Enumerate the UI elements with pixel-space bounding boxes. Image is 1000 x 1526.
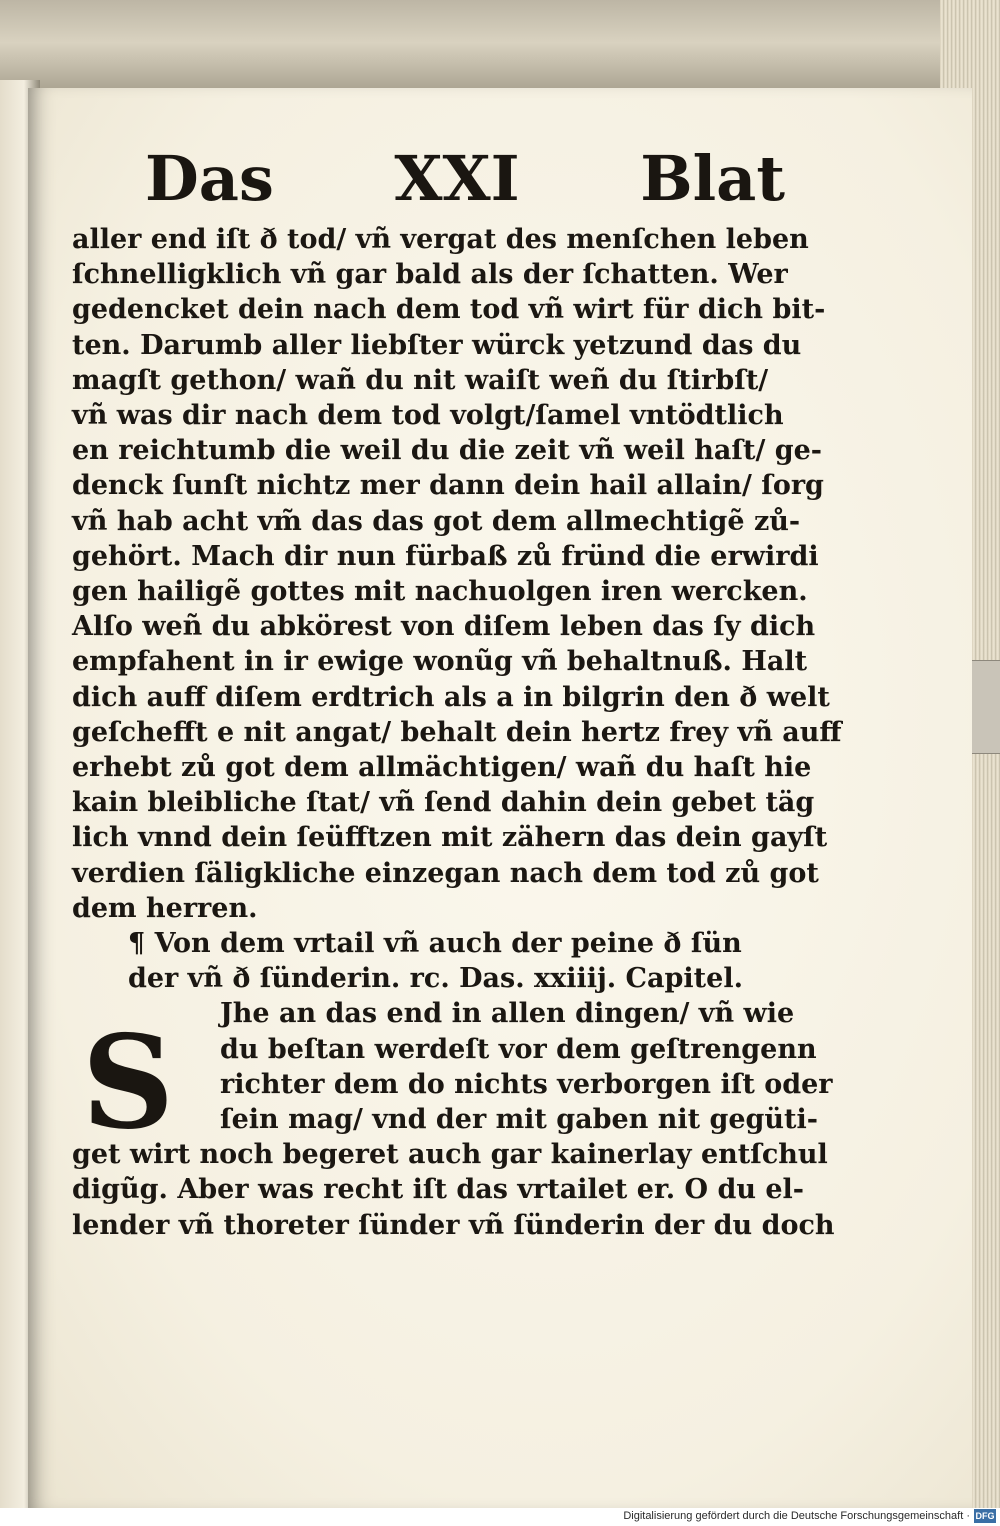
text-line: denck ſunſt nichtz mer dann dein hail allain/ ſorg: [72, 470, 824, 502]
text-line: du beſtan werdeſt vor dem geſtrengenn: [220, 1033, 817, 1065]
text-line: richter dem do nichts verborgen iſt oder: [220, 1068, 833, 1100]
text-line: gedencket dein nach dem tod vñ wirt für dich bit-: [72, 294, 826, 326]
text-line: Alſo weñ du abkörest von diſem leben das ſy dich: [72, 611, 816, 643]
text-line: dem herren.: [72, 892, 258, 924]
text-line: ſein mag/ vnd der mit gaben nit gegüti-: [220, 1104, 818, 1136]
chapter-heading-line: der vñ ð ſünderin. rc. Das. xxiiij. Capitel.: [128, 963, 743, 995]
text-line: magſt gethon/ wañ du nit waiſt weñ du ſtirbſt/: [72, 364, 769, 396]
decorated-initial: S: [81, 1008, 175, 1158]
text-line: gen hailigẽ gottes mit nachuolgen iren wercken.: [72, 576, 808, 608]
header-right: Blat: [640, 142, 785, 215]
text-line: lich vnnd dein ſeüfftzen mit zähern das dein gayſt: [72, 822, 828, 854]
text-line: dich auff diſem erdtrich als a in bilgrin den ð welt: [72, 681, 830, 713]
text-line: Jhe an das end in allen dingen/ vñ wie: [220, 998, 795, 1030]
text-line: gehört. Mach dir nun fürbaß zů fründ die erwirdi: [72, 540, 819, 572]
text-line: get wirt noch begeret auch gar kainerlay entſchul: [72, 1139, 828, 1171]
text-line: vñ was dir nach dem tod volgt/ſamel vntödtlich: [72, 400, 784, 432]
text-line: ſchnelligklich vñ gar bald als der ſchatten. Wer: [72, 259, 788, 291]
running-header: [145, 142, 785, 215]
text-line: aller end iſt ð tod/ vñ vergat des menſchen leben: [72, 224, 809, 255]
header-left: Das: [145, 142, 274, 215]
text-block: [72, 222, 842, 1243]
text-line: kain bleibliche ſtat/ vñ ſend dahin dein gebet täg: [72, 787, 815, 819]
chapter-heading-line: ¶ Von dem vrtail vñ auch der peine ð ſün: [128, 928, 742, 960]
text-line: verdien ſäligkliche einzegan nach dem tod zů got: [72, 857, 819, 889]
text-line: ten. Darumb aller liebſter würck yetzund das du: [72, 329, 802, 361]
text-line: lender vñ thoreter ſünder vñ ſünderin der du doch: [72, 1209, 835, 1241]
text-line: erhebt zů got dem allmächtigen/ wañ du haſt hie: [72, 752, 812, 784]
dfg-logo-icon: DFG: [975, 1511, 995, 1521]
book-top-edge: [0, 0, 1000, 95]
text-line: digũg. Aber was recht iſt das vrtailet er. O du el-: [72, 1174, 804, 1206]
text-line: en reichtumb die weil du die zeit vñ weil haſt/ ge-: [72, 435, 822, 467]
folio-number: XXI: [394, 142, 520, 215]
text-line: empfahent in ir ewige wonũg vñ behaltnuß. Halt: [72, 646, 808, 678]
text-line: vñ hab acht vm̃ das das got dem allmechtigẽ zů-: [72, 505, 801, 537]
text-line: geſchefft e nit angat/ behalt dein hertz frey vñ auff: [72, 716, 842, 748]
digitization-credit: Digitalisierung gefördert durch die Deutsche Forschungsgemeinschaft ·: [623, 1510, 970, 1522]
